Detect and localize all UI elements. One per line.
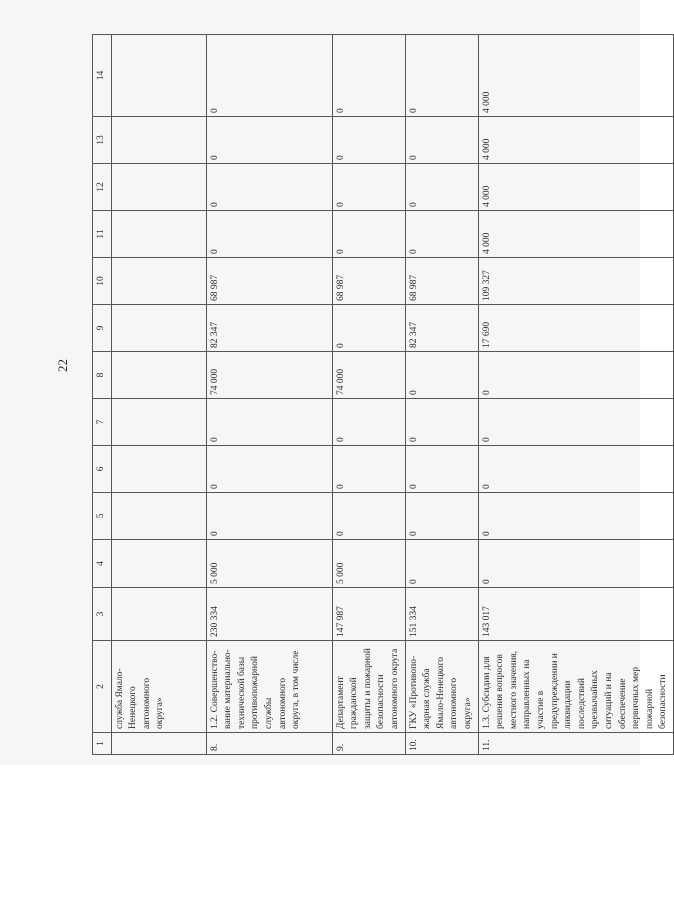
column-number: 5: [93, 493, 112, 540]
value-cell: [111, 117, 206, 164]
page-number: 22: [55, 359, 70, 372]
value-cell: [111, 446, 206, 493]
value-cell: 0: [206, 164, 332, 211]
value-cell: 0: [332, 117, 405, 164]
value-cell: 0: [332, 211, 405, 258]
value-cell: 0: [478, 540, 673, 588]
column-number: 13: [93, 117, 112, 164]
column-number: 11: [93, 211, 112, 258]
value-cell: 4 000: [478, 211, 673, 258]
row-label-cell: 1.3. Субсидии для решения вопросов местного значения, направленных на участие в предупреждении и ликвидации последствий чрезвычайных ситуаций и на обеспечение первичных мер пожарной безопасности: [478, 641, 673, 733]
column-number: 6: [93, 446, 112, 493]
column-number: 2: [93, 641, 112, 733]
table-row: [332, 35, 405, 755]
value-cell: 0: [405, 399, 478, 446]
value-cell: [111, 35, 206, 117]
table-row: [111, 35, 206, 755]
value-cell: 0: [405, 164, 478, 211]
column-number: 10: [93, 258, 112, 305]
value-cell: 74 000: [332, 352, 405, 399]
value-cell: 0: [332, 305, 405, 352]
value-cell: [111, 305, 206, 352]
value-cell: 0: [332, 164, 405, 211]
column-number: 7: [93, 399, 112, 446]
row-number-cell: 8.: [206, 733, 332, 755]
value-cell: [111, 588, 206, 641]
row-label-cell: служба Ямало- Ненецкого автономного округа»: [111, 641, 206, 733]
value-cell: [111, 540, 206, 588]
value-cell: 4 000: [478, 117, 673, 164]
value-cell: 0: [206, 493, 332, 540]
value-cell: [111, 493, 206, 540]
value-cell: 0: [405, 117, 478, 164]
value-cell: 0: [478, 399, 673, 446]
row-label-cell: Департамент гражданской защиты и пожарной безопасности автономного округа: [332, 641, 405, 733]
value-cell: [111, 399, 206, 446]
value-cell: 0: [478, 352, 673, 399]
value-cell: 0: [206, 399, 332, 446]
row-number-cell: [111, 733, 206, 755]
value-cell: 0: [332, 446, 405, 493]
value-cell: 0: [332, 399, 405, 446]
value-cell: 17 690: [478, 305, 673, 352]
value-cell: 0: [478, 493, 673, 540]
value-cell: 82 347: [206, 305, 332, 352]
value-cell: 0: [405, 493, 478, 540]
value-cell: [111, 258, 206, 305]
column-number: 12: [93, 164, 112, 211]
table-row: [405, 35, 478, 755]
value-cell: 0: [405, 352, 478, 399]
value-cell: 68 987: [332, 258, 405, 305]
rotated-table-wrapper: [92, 35, 669, 755]
budget-table: [92, 34, 674, 755]
value-cell: 0: [206, 35, 332, 117]
column-number: 14: [93, 35, 112, 117]
value-cell: 0: [332, 493, 405, 540]
column-number: 8: [93, 352, 112, 399]
value-cell: 74 000: [206, 352, 332, 399]
row-label-cell: 1.2. Совершенство- вание материально- технической базы противопожарной службы автономного округа, в том числе: [206, 641, 332, 733]
value-cell: 0: [405, 211, 478, 258]
value-cell: 0: [332, 35, 405, 117]
table-row: [206, 35, 332, 755]
row-number-cell: 9.: [332, 733, 405, 755]
value-cell: 0: [478, 446, 673, 493]
value-cell: [111, 211, 206, 258]
value-cell: 68 987: [206, 258, 332, 305]
column-number: 3: [93, 588, 112, 641]
value-cell: 4 000: [478, 35, 673, 117]
value-cell: 82 347: [405, 305, 478, 352]
value-cell: 4 000: [478, 164, 673, 211]
column-number: 1: [93, 733, 112, 755]
row-number-cell: 11.: [478, 733, 673, 755]
value-cell: 143 017: [478, 588, 673, 641]
row-label-cell: ГКУ «Противопо- жарная служба Ямало-Ненецкого автономного округа»: [405, 641, 478, 733]
value-cell: 0: [206, 446, 332, 493]
value-cell: 68 987: [405, 258, 478, 305]
value-cell: 5 000: [332, 540, 405, 588]
table-row: [478, 35, 673, 755]
value-cell: 151 334: [405, 588, 478, 641]
column-number: 9: [93, 305, 112, 352]
value-cell: 230 334: [206, 588, 332, 641]
value-cell: 0: [405, 35, 478, 117]
value-cell: 109 327: [478, 258, 673, 305]
row-number-cell: 10.: [405, 733, 478, 755]
value-cell: 0: [405, 540, 478, 588]
value-cell: 0: [206, 211, 332, 258]
column-number-row: [93, 35, 112, 755]
value-cell: [111, 164, 206, 211]
value-cell: [111, 352, 206, 399]
value-cell: 147 987: [332, 588, 405, 641]
value-cell: 0: [405, 446, 478, 493]
value-cell: 0: [206, 117, 332, 164]
value-cell: 5 000: [206, 540, 332, 588]
column-number: 4: [93, 540, 112, 588]
